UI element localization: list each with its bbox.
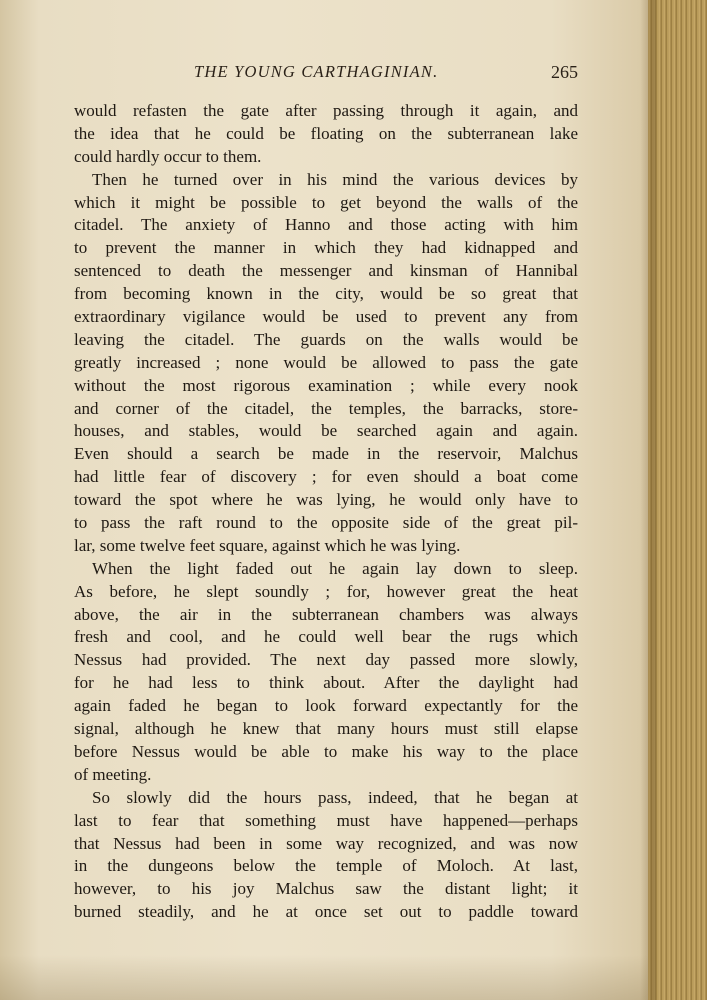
text-line: extraordinary vigilance would be used to prevent any from [74, 307, 578, 327]
spine-shadow [640, 0, 656, 1000]
text-line: signal, although he knew that many hours must still elapse [74, 719, 578, 739]
text-line: sentenced to death the messenger and kinsman of Hannibal [74, 261, 578, 281]
text-line: burned steadily, and he at once set out to paddle toward [74, 902, 578, 922]
text-line: to prevent the manner in which they had kidnapped and [74, 238, 578, 258]
text-line: As before, he slept soundly ; for, however great the heat [74, 581, 578, 601]
text-line: citadel. The anxiety of Hanno and those acting with him [74, 215, 578, 235]
text-line: had little fear of discovery ; for even should a boat come [74, 467, 578, 487]
text-line: Then he turned over in his mind the various devices by [92, 169, 578, 189]
running-head [74, 62, 578, 86]
text-line: however, to his joy Malchus saw the distant light; it [74, 879, 578, 899]
text-line: would refasten the gate after passing through it again, and [74, 101, 578, 120]
body-text [74, 100, 578, 924]
text-line: houses, and stables, would be searched again and again. [74, 421, 578, 441]
text-line: greatly increased ; none would be allowed to pass the gate [74, 352, 578, 372]
page-edges [648, 0, 707, 1000]
text-line: for he had less to think about. After the daylight had [74, 673, 578, 693]
text-line: without the most rigorous examination ; while every nook [74, 375, 578, 395]
text-line: which it might be possible to get beyond the walls of the [74, 192, 578, 212]
page-number: 265 [551, 62, 578, 82]
text-line: of meeting. [74, 764, 152, 784]
text-line: Even should a search be made in the reservoir, Malchus [74, 444, 578, 464]
text-line: from becoming known in the city, would be so great that [74, 284, 578, 304]
text-line: toward the spot where he was lying, he would only have to [74, 490, 578, 510]
text-line: before Nessus would be able to make his way to the place [74, 741, 578, 761]
text-line: to pass the raft round to the opposite side of the great pil- [74, 513, 578, 533]
text-line: fresh and cool, and he could well bear the rugs which [74, 627, 578, 647]
text-line: When the light faded out he again lay down to sleep. [92, 558, 578, 578]
text-line: Nessus had provided. The next day passed more slowly, [74, 650, 578, 670]
text-line: So slowly did the hours pass, indeed, that he began at [92, 787, 578, 807]
bottom-shadow [0, 955, 648, 1000]
text-line: again faded he began to look forward expectantly for the [74, 696, 578, 716]
text-line: in the dungeons below the temple of Moloch. At last, [74, 856, 578, 876]
text-line: lar, some twelve feet square, against which he was lying. [74, 535, 461, 555]
running-head-title: THE YOUNG CARTHAGINIAN. [194, 62, 439, 81]
text-line: the idea that he could be floating on the subterranean lake [74, 123, 578, 143]
text-line: could hardly occur to them. [74, 146, 262, 166]
text-line: leaving the citadel. The guards on the walls would be [74, 329, 578, 349]
text-line: above, the air in the subterranean chambers was always [74, 604, 578, 624]
text-line: last to fear that something must have happened—perhaps [74, 810, 578, 830]
text-line: and corner of the citadel, the temples, the barracks, store- [74, 398, 578, 418]
text-line: that Nessus had been in some way recognized, and was now [74, 833, 578, 853]
